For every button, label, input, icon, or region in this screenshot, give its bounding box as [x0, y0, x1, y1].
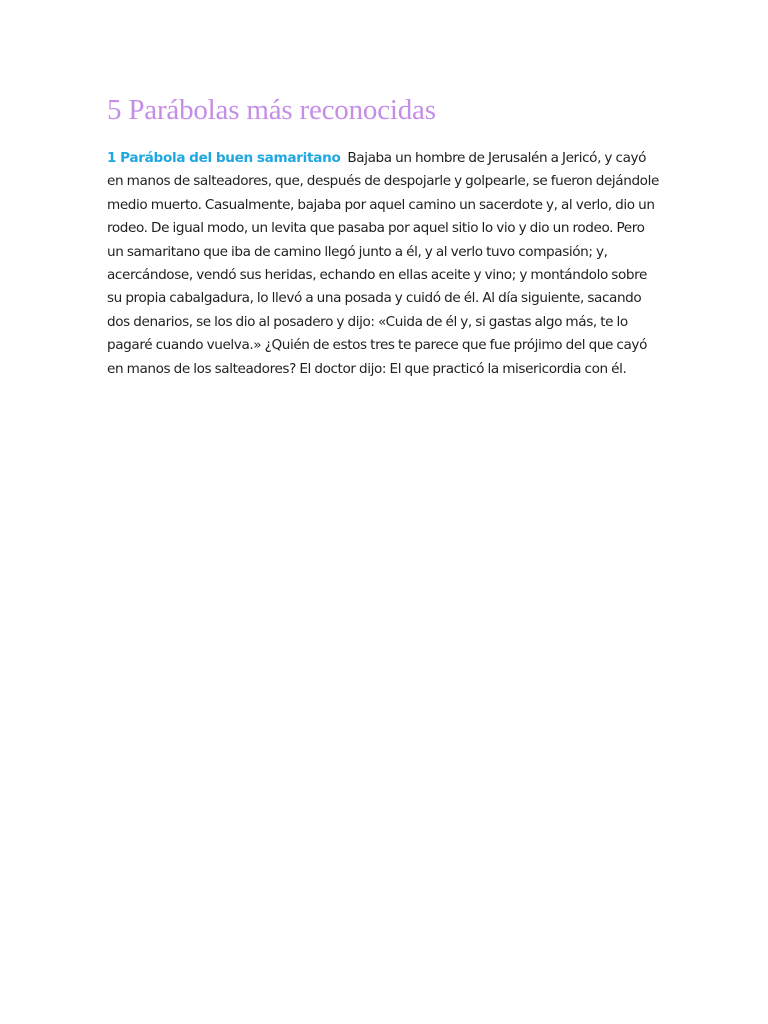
page-title: 5 Parábolas más reconocidas — [107, 94, 436, 126]
parable-text: Bajaba un hombre de Jerusalén a Jericó, y cayó en manos de salteadores, que, después de despojarle y golpearle, se fueron dejándole medio muerto. Casualmente, bajaba por aquel camino un sacerdote y, al verlo, dio un rodeo. De igual modo, un levita que pasaba por aquel sitio lo vio y dio un rodeo. Pero un samaritano que iba de camino llegó junto a él, y al verlo tuvo compasión; y, acercándose, vendó sus heridas, echando en ellas aceite y vino; y montándolo sobre su propia cabalgadura, lo llevó a una posada y cuidó de él. Al día siguiente, sacando dos denarios, se los dio al posadero y dijo: «Cuida de él y, si gastas algo más, te lo pagaré cuando vuelva.» ¿Quién de estos tres te parece que fue prójimo del que cayó en manos de los salteadores? El doctor dijo: El que practicó la misericordia con él. — [107, 150, 659, 377]
section-heading: 1 Parábola del buen samaritano — [107, 150, 341, 166]
parable-paragraph — [107, 147, 662, 381]
